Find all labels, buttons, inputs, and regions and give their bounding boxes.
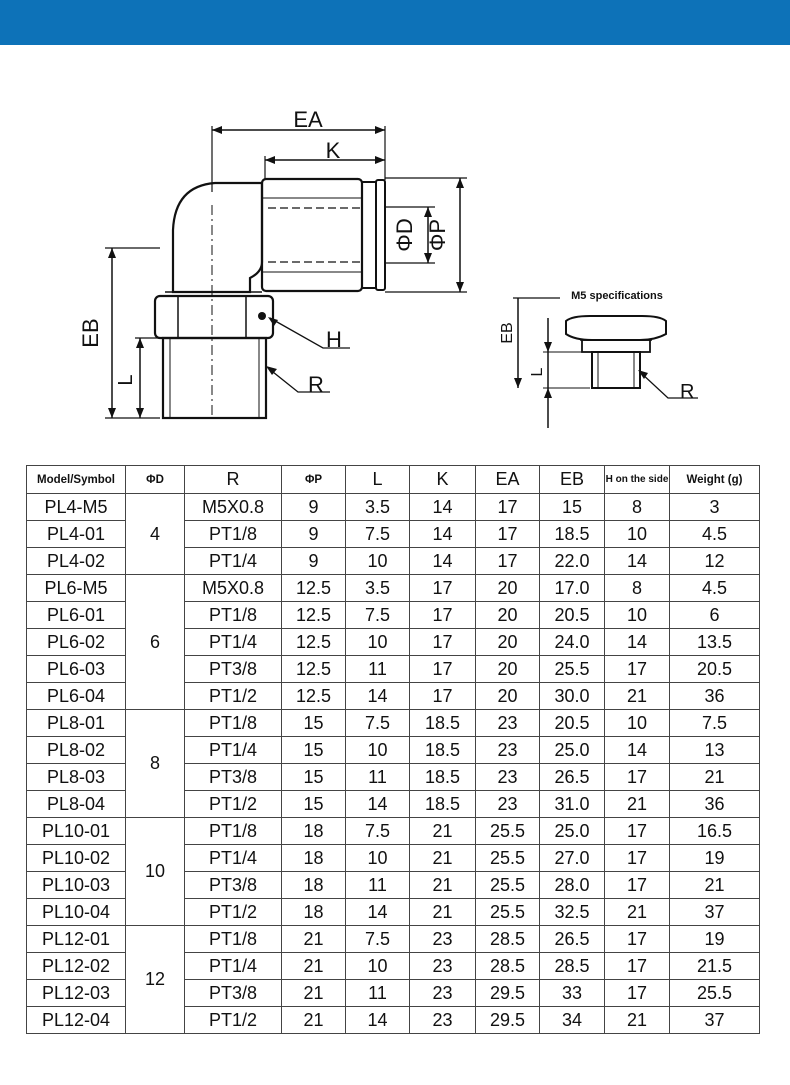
l-cell: 10 — [346, 548, 410, 575]
table-row — [27, 710, 760, 737]
phi-p-cell: 15 — [282, 710, 346, 737]
m5-title: M5 specifications — [571, 290, 663, 302]
model-cell: PL4-02 — [27, 548, 126, 575]
l-cell: 14 — [346, 791, 410, 818]
l-cell: 7.5 — [346, 926, 410, 953]
eb-cell: 32.5 — [540, 899, 605, 926]
weight-cell: 4.5 — [670, 575, 760, 602]
male-thread — [163, 338, 266, 418]
h-cell: 21 — [605, 1007, 670, 1034]
ea-cell: 17 — [476, 548, 540, 575]
phi-p-label: ΦP — [425, 218, 450, 252]
eb-cell: 25.5 — [540, 656, 605, 683]
h-cell: 17 — [605, 764, 670, 791]
model-cell: PL12-02 — [27, 953, 126, 980]
thread-cell: PT1/8 — [185, 818, 282, 845]
h-cell: 8 — [605, 494, 670, 521]
eb-cell: 18.5 — [540, 521, 605, 548]
eb-cell: 26.5 — [540, 926, 605, 953]
eb-label: EB — [78, 318, 103, 348]
thread-cell: PT1/4 — [185, 737, 282, 764]
technical-drawing — [0, 45, 790, 460]
model-cell: PL8-04 — [27, 791, 126, 818]
phi-p-cell: 21 — [282, 953, 346, 980]
k-cell: 21 — [410, 818, 476, 845]
model-cell: PL8-02 — [27, 737, 126, 764]
weight-cell: 19 — [670, 845, 760, 872]
ea-cell: 23 — [476, 791, 540, 818]
header-r: R — [185, 466, 282, 494]
h-cell: 17 — [605, 818, 670, 845]
table-body — [27, 494, 760, 1034]
thread-cell: PT3/8 — [185, 764, 282, 791]
tube-od-cell: 10 — [126, 818, 185, 926]
h-cell: 17 — [605, 845, 670, 872]
phi-d-label: ΦD — [392, 218, 417, 252]
thread-cell: PT1/2 — [185, 791, 282, 818]
k-cell: 17 — [410, 575, 476, 602]
elbow-body — [173, 183, 262, 292]
phi-p-cell: 9 — [282, 521, 346, 548]
weight-cell: 36 — [670, 791, 760, 818]
weight-cell: 4.5 — [670, 521, 760, 548]
header-weight: Weight (g) — [670, 466, 760, 494]
eb-cell: 20.5 — [540, 602, 605, 629]
ea-cell: 23 — [476, 710, 540, 737]
k-cell: 14 — [410, 521, 476, 548]
specifications-table — [26, 465, 760, 1034]
m5-eb-label: EB — [499, 322, 516, 344]
l-cell: 10 — [346, 953, 410, 980]
model-cell: PL4-M5 — [27, 494, 126, 521]
ea-cell: 20 — [476, 575, 540, 602]
ea-cell: 20 — [476, 656, 540, 683]
eb-cell: 25.0 — [540, 818, 605, 845]
k-cell: 23 — [410, 1007, 476, 1034]
model-cell: PL6-04 — [27, 683, 126, 710]
ea-cell: 28.5 — [476, 926, 540, 953]
thread-cell: PT1/8 — [185, 710, 282, 737]
k-cell: 17 — [410, 629, 476, 656]
l-cell: 10 — [346, 737, 410, 764]
k-cell: 23 — [410, 953, 476, 980]
phi-p-cell: 12.5 — [282, 602, 346, 629]
k-label: K — [325, 138, 341, 163]
ea-label: EA — [293, 107, 323, 132]
k-cell: 23 — [410, 980, 476, 1007]
model-cell: PL6-M5 — [27, 575, 126, 602]
ea-cell: 17 — [476, 521, 540, 548]
weight-cell: 16.5 — [670, 818, 760, 845]
h-cell: 21 — [605, 791, 670, 818]
h-cell: 17 — [605, 656, 670, 683]
l-cell: 7.5 — [346, 521, 410, 548]
h-cell: 14 — [605, 629, 670, 656]
l-cell: 7.5 — [346, 602, 410, 629]
weight-cell: 20.5 — [670, 656, 760, 683]
tube-od-cell: 8 — [126, 710, 185, 818]
l-cell: 11 — [346, 872, 410, 899]
eb-cell: 22.0 — [540, 548, 605, 575]
weight-cell: 12 — [670, 548, 760, 575]
thread-cell: PT3/8 — [185, 980, 282, 1007]
l-cell: 7.5 — [346, 710, 410, 737]
ea-cell: 25.5 — [476, 845, 540, 872]
tube-od-cell: 6 — [126, 575, 185, 710]
model-cell: PL10-03 — [27, 872, 126, 899]
phi-p-cell: 18 — [282, 818, 346, 845]
eb-cell: 31.0 — [540, 791, 605, 818]
phi-p-cell: 12.5 — [282, 683, 346, 710]
model-cell: PL12-01 — [27, 926, 126, 953]
model-cell: PL12-03 — [27, 980, 126, 1007]
model-cell: PL8-03 — [27, 764, 126, 791]
phi-p-cell: 15 — [282, 791, 346, 818]
ea-cell: 20 — [476, 602, 540, 629]
header-k: K — [410, 466, 476, 494]
ea-cell: 17 — [476, 494, 540, 521]
thread-cell: PT1/4 — [185, 548, 282, 575]
eb-cell: 20.5 — [540, 710, 605, 737]
weight-cell: 19 — [670, 926, 760, 953]
h-cell: 10 — [605, 602, 670, 629]
h-cell: 17 — [605, 980, 670, 1007]
k-cell: 18.5 — [410, 737, 476, 764]
thread-cell: PT1/2 — [185, 899, 282, 926]
phi-p-cell: 9 — [282, 548, 346, 575]
k-cell: 14 — [410, 494, 476, 521]
ea-cell: 23 — [476, 764, 540, 791]
tube-od-cell: 12 — [126, 926, 185, 1034]
thread-cell: M5X0.8 — [185, 494, 282, 521]
m5-r-label: R — [680, 381, 695, 403]
ea-cell: 29.5 — [476, 1007, 540, 1034]
k-cell: 18.5 — [410, 710, 476, 737]
k-cell: 21 — [410, 845, 476, 872]
weight-cell: 21.5 — [670, 953, 760, 980]
ea-cell: 23 — [476, 737, 540, 764]
header-ea: EA — [476, 466, 540, 494]
l-cell: 10 — [346, 629, 410, 656]
header-eb: EB — [540, 466, 605, 494]
eb-cell: 26.5 — [540, 764, 605, 791]
h-cell: 14 — [605, 548, 670, 575]
k-cell: 17 — [410, 602, 476, 629]
weight-cell: 6 — [670, 602, 760, 629]
header-l: L — [346, 466, 410, 494]
tube-socket — [262, 179, 362, 291]
eb-cell: 34 — [540, 1007, 605, 1034]
k-cell: 23 — [410, 926, 476, 953]
weight-cell: 25.5 — [670, 980, 760, 1007]
ea-cell: 25.5 — [476, 818, 540, 845]
phi-p-cell: 18 — [282, 899, 346, 926]
eb-cell: 25.0 — [540, 737, 605, 764]
header-phi-p: ΦP — [282, 466, 346, 494]
header-model: Model/Symbol — [27, 466, 126, 494]
weight-cell: 13.5 — [670, 629, 760, 656]
ea-cell: 25.5 — [476, 872, 540, 899]
k-cell: 17 — [410, 683, 476, 710]
l-cell: 14 — [346, 1007, 410, 1034]
h-cell: 17 — [605, 926, 670, 953]
h-cell: 8 — [605, 575, 670, 602]
model-cell: PL6-01 — [27, 602, 126, 629]
weight-cell: 37 — [670, 899, 760, 926]
h-cell: 21 — [605, 899, 670, 926]
eb-cell: 24.0 — [540, 629, 605, 656]
k-cell: 21 — [410, 872, 476, 899]
l-cell: 11 — [346, 656, 410, 683]
ea-cell: 20 — [476, 629, 540, 656]
table-row — [27, 818, 760, 845]
k-cell: 21 — [410, 899, 476, 926]
thread-cell: PT1/8 — [185, 602, 282, 629]
phi-p-cell: 21 — [282, 1007, 346, 1034]
thread-cell: PT1/4 — [185, 629, 282, 656]
ea-cell: 28.5 — [476, 953, 540, 980]
eb-cell: 28.5 — [540, 953, 605, 980]
eb-cell: 15 — [540, 494, 605, 521]
ea-cell: 25.5 — [476, 899, 540, 926]
release-collar — [376, 180, 385, 290]
model-cell: PL6-02 — [27, 629, 126, 656]
model-cell: PL10-01 — [27, 818, 126, 845]
phi-p-cell: 9 — [282, 494, 346, 521]
phi-p-cell: 18 — [282, 845, 346, 872]
thread-cell: PT1/8 — [185, 521, 282, 548]
l-cell: 14 — [346, 899, 410, 926]
phi-p-cell: 15 — [282, 764, 346, 791]
ea-cell: 20 — [476, 683, 540, 710]
phi-p-cell: 21 — [282, 980, 346, 1007]
m5-nut — [566, 316, 666, 340]
l-cell: 3.5 — [346, 575, 410, 602]
tube-od-cell: 4 — [126, 494, 185, 575]
l-cell: 14 — [346, 683, 410, 710]
phi-p-cell: 12.5 — [282, 629, 346, 656]
weight-cell: 21 — [670, 872, 760, 899]
eb-cell: 28.0 — [540, 872, 605, 899]
model-cell: PL10-02 — [27, 845, 126, 872]
header-phi-d: ΦD — [126, 466, 185, 494]
h-cell: 10 — [605, 521, 670, 548]
eb-cell: 27.0 — [540, 845, 605, 872]
h-cell: 17 — [605, 953, 670, 980]
weight-cell: 21 — [670, 764, 760, 791]
k-cell: 18.5 — [410, 791, 476, 818]
thread-cell: PT1/4 — [185, 953, 282, 980]
k-cell: 14 — [410, 548, 476, 575]
model-cell: PL4-01 — [27, 521, 126, 548]
l-cell: 10 — [346, 845, 410, 872]
h-cell: 17 — [605, 872, 670, 899]
r-label: R — [308, 372, 324, 397]
thread-cell: PT1/8 — [185, 926, 282, 953]
thread-cell: PT3/8 — [185, 872, 282, 899]
model-cell: PL8-01 — [27, 710, 126, 737]
phi-p-cell: 18 — [282, 872, 346, 899]
weight-cell: 36 — [670, 683, 760, 710]
eb-cell: 17.0 — [540, 575, 605, 602]
thread-cell: M5X0.8 — [185, 575, 282, 602]
weight-cell: 37 — [670, 1007, 760, 1034]
table-row — [27, 575, 760, 602]
header-h-side: H on the side — [605, 466, 670, 494]
weight-cell: 13 — [670, 737, 760, 764]
table-header-row — [27, 466, 760, 494]
hex-nut — [155, 296, 273, 338]
header-banner — [0, 0, 790, 45]
h-cell: 10 — [605, 710, 670, 737]
ea-cell: 29.5 — [476, 980, 540, 1007]
model-cell: PL10-04 — [27, 899, 126, 926]
elbow-fitting-diagram — [0, 45, 790, 460]
phi-p-cell: 15 — [282, 737, 346, 764]
h-cell: 21 — [605, 683, 670, 710]
m5-thread — [592, 352, 640, 388]
l-cell: 3.5 — [346, 494, 410, 521]
table-row — [27, 926, 760, 953]
table-row — [27, 494, 760, 521]
h-cell: 14 — [605, 737, 670, 764]
thread-cell: PT1/2 — [185, 683, 282, 710]
h-label: H — [326, 327, 342, 352]
l-cell: 11 — [346, 764, 410, 791]
model-cell: PL12-04 — [27, 1007, 126, 1034]
l-cell: 7.5 — [346, 818, 410, 845]
l-cell: 11 — [346, 980, 410, 1007]
weight-cell: 7.5 — [670, 710, 760, 737]
phi-p-cell: 21 — [282, 926, 346, 953]
weight-cell: 3 — [670, 494, 760, 521]
l-label: L — [115, 374, 137, 386]
eb-cell: 33 — [540, 980, 605, 1007]
thread-cell: PT3/8 — [185, 656, 282, 683]
phi-p-cell: 12.5 — [282, 575, 346, 602]
model-cell: PL6-03 — [27, 656, 126, 683]
m5-l-label: L — [529, 367, 546, 377]
k-cell: 18.5 — [410, 764, 476, 791]
k-cell: 17 — [410, 656, 476, 683]
eb-cell: 30.0 — [540, 683, 605, 710]
thread-cell: PT1/4 — [185, 845, 282, 872]
thread-cell: PT1/2 — [185, 1007, 282, 1034]
phi-p-cell: 12.5 — [282, 656, 346, 683]
